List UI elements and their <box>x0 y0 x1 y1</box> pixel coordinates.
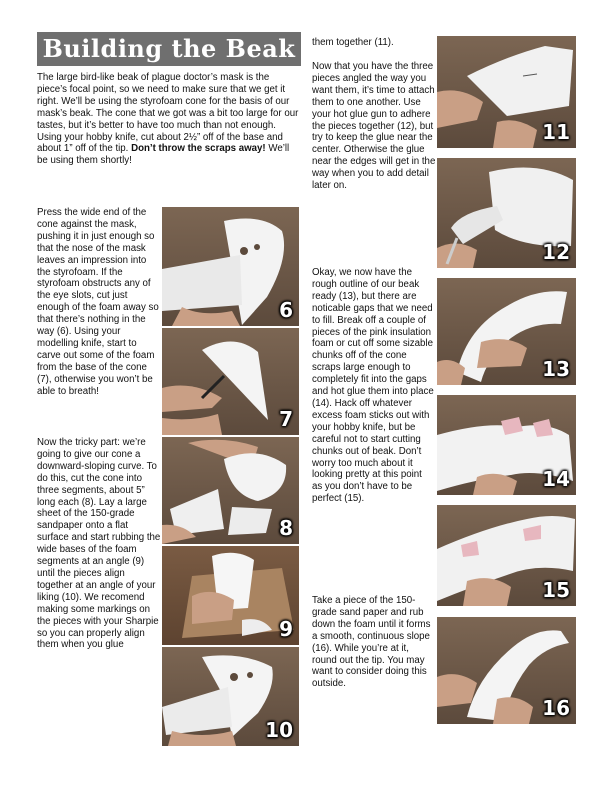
photo-10 <box>162 647 299 746</box>
photo-6 <box>162 207 299 326</box>
photo-9-number: 9 <box>279 617 293 641</box>
photo-8-number: 8 <box>279 516 293 540</box>
col2-paragraph-3: Take a piece of the 150-grade sand paper and rub down the foam until it forms a smooth, continuous slope (16). While you’re at it, round out the tip. You may want to consider doing this outside. <box>312 595 431 690</box>
col2-paragraph-0: them together (11). <box>312 37 394 48</box>
col2-paragraph-2: Okay, we now have the rough outline of our beak ready (13), but there are noticable gaps that we need to fill. Break off a couple of pieces of the pink insulation foam or cut off some sizable chunks off of the cone scraps large enough to completely fit into the gaps and hot glue them into place (14). Hack off whatever excess foam sticks out with your hobby knife, but be careful not to start cutting chunks out of beak. Don’t worry too much about it looking pretty at this point as you don’t have to be perfect (15). <box>312 267 434 505</box>
photo-11 <box>437 36 576 148</box>
photo-11-number: 11 <box>542 120 570 144</box>
photo-15-number: 15 <box>542 578 570 602</box>
photo-16 <box>437 617 576 724</box>
col1-paragraph-1: Press the wide end of the cone against the mask, pushing it in just enough so that the nose of the mask leaves an impression into the styrofoam. If the styrofoam obstructs any of the eye slots, cut just enough of the foam away so that there’s nothing in the way (6). Using your modelling knife, start to carve out some of the foam from the base of the cone (7), otherwise you won’t be able to breath! <box>37 207 159 397</box>
photo-16-number: 16 <box>542 696 570 720</box>
photo-13-number: 13 <box>542 357 570 381</box>
photo-12-number: 12 <box>542 240 570 264</box>
photo-9 <box>162 546 299 645</box>
intro-paragraph <box>37 72 301 167</box>
page-title: Building the Beak <box>37 32 301 66</box>
col2-paragraph-1: Now that you have the three pieces angled the way you want them, it’s time to attach them to one another. Use your hot glue gun to adhere the pieces together (12), but try to keep the glue near the center. Otherwise the glue near the edges will get in the way when you to add detail later on. <box>312 61 436 192</box>
photo-7-number: 7 <box>279 407 293 431</box>
intro-tail: We’ll be using them shortly! <box>37 143 290 167</box>
intro-bold: Don’t throw the scraps away! <box>131 143 266 155</box>
col1-paragraph-2: Now the tricky part: we’re going to give our cone a downward-sloping curve. To do this, cut the cone into three segments, about 5” long each (8). Lay a large sheet of the 150-grade sandpaper onto a flat surface and start rubbing the wide bases of the foam segments at an angle (9) until the pieces align together at an angle of your liking (10). We recomend making some markings on the pieces with your Sharpie so you can properly align them when you glue <box>37 437 161 651</box>
photo-12 <box>437 158 576 268</box>
photo-8 <box>162 437 299 544</box>
photo-7 <box>162 328 299 435</box>
photo-6-number: 6 <box>279 298 293 322</box>
photo-14-number: 14 <box>542 467 570 491</box>
photo-10-number: 10 <box>265 718 293 742</box>
photo-14 <box>437 395 576 495</box>
photo-13 <box>437 278 576 385</box>
photo-15 <box>437 505 576 606</box>
intro-text: The large bird-like beak of plague doctor’s mask is the piece’s focal point, so we need to make sure that we get it right. We’ll be using the styrofoam cone for the basis of our mask’s beak. The cone that we got was a bit too large for our tastes, but it’s better to have too much than not enough. Using your hobby knife, cut about 2½” off of the base and about 1” off of the tip. <box>37 72 299 155</box>
